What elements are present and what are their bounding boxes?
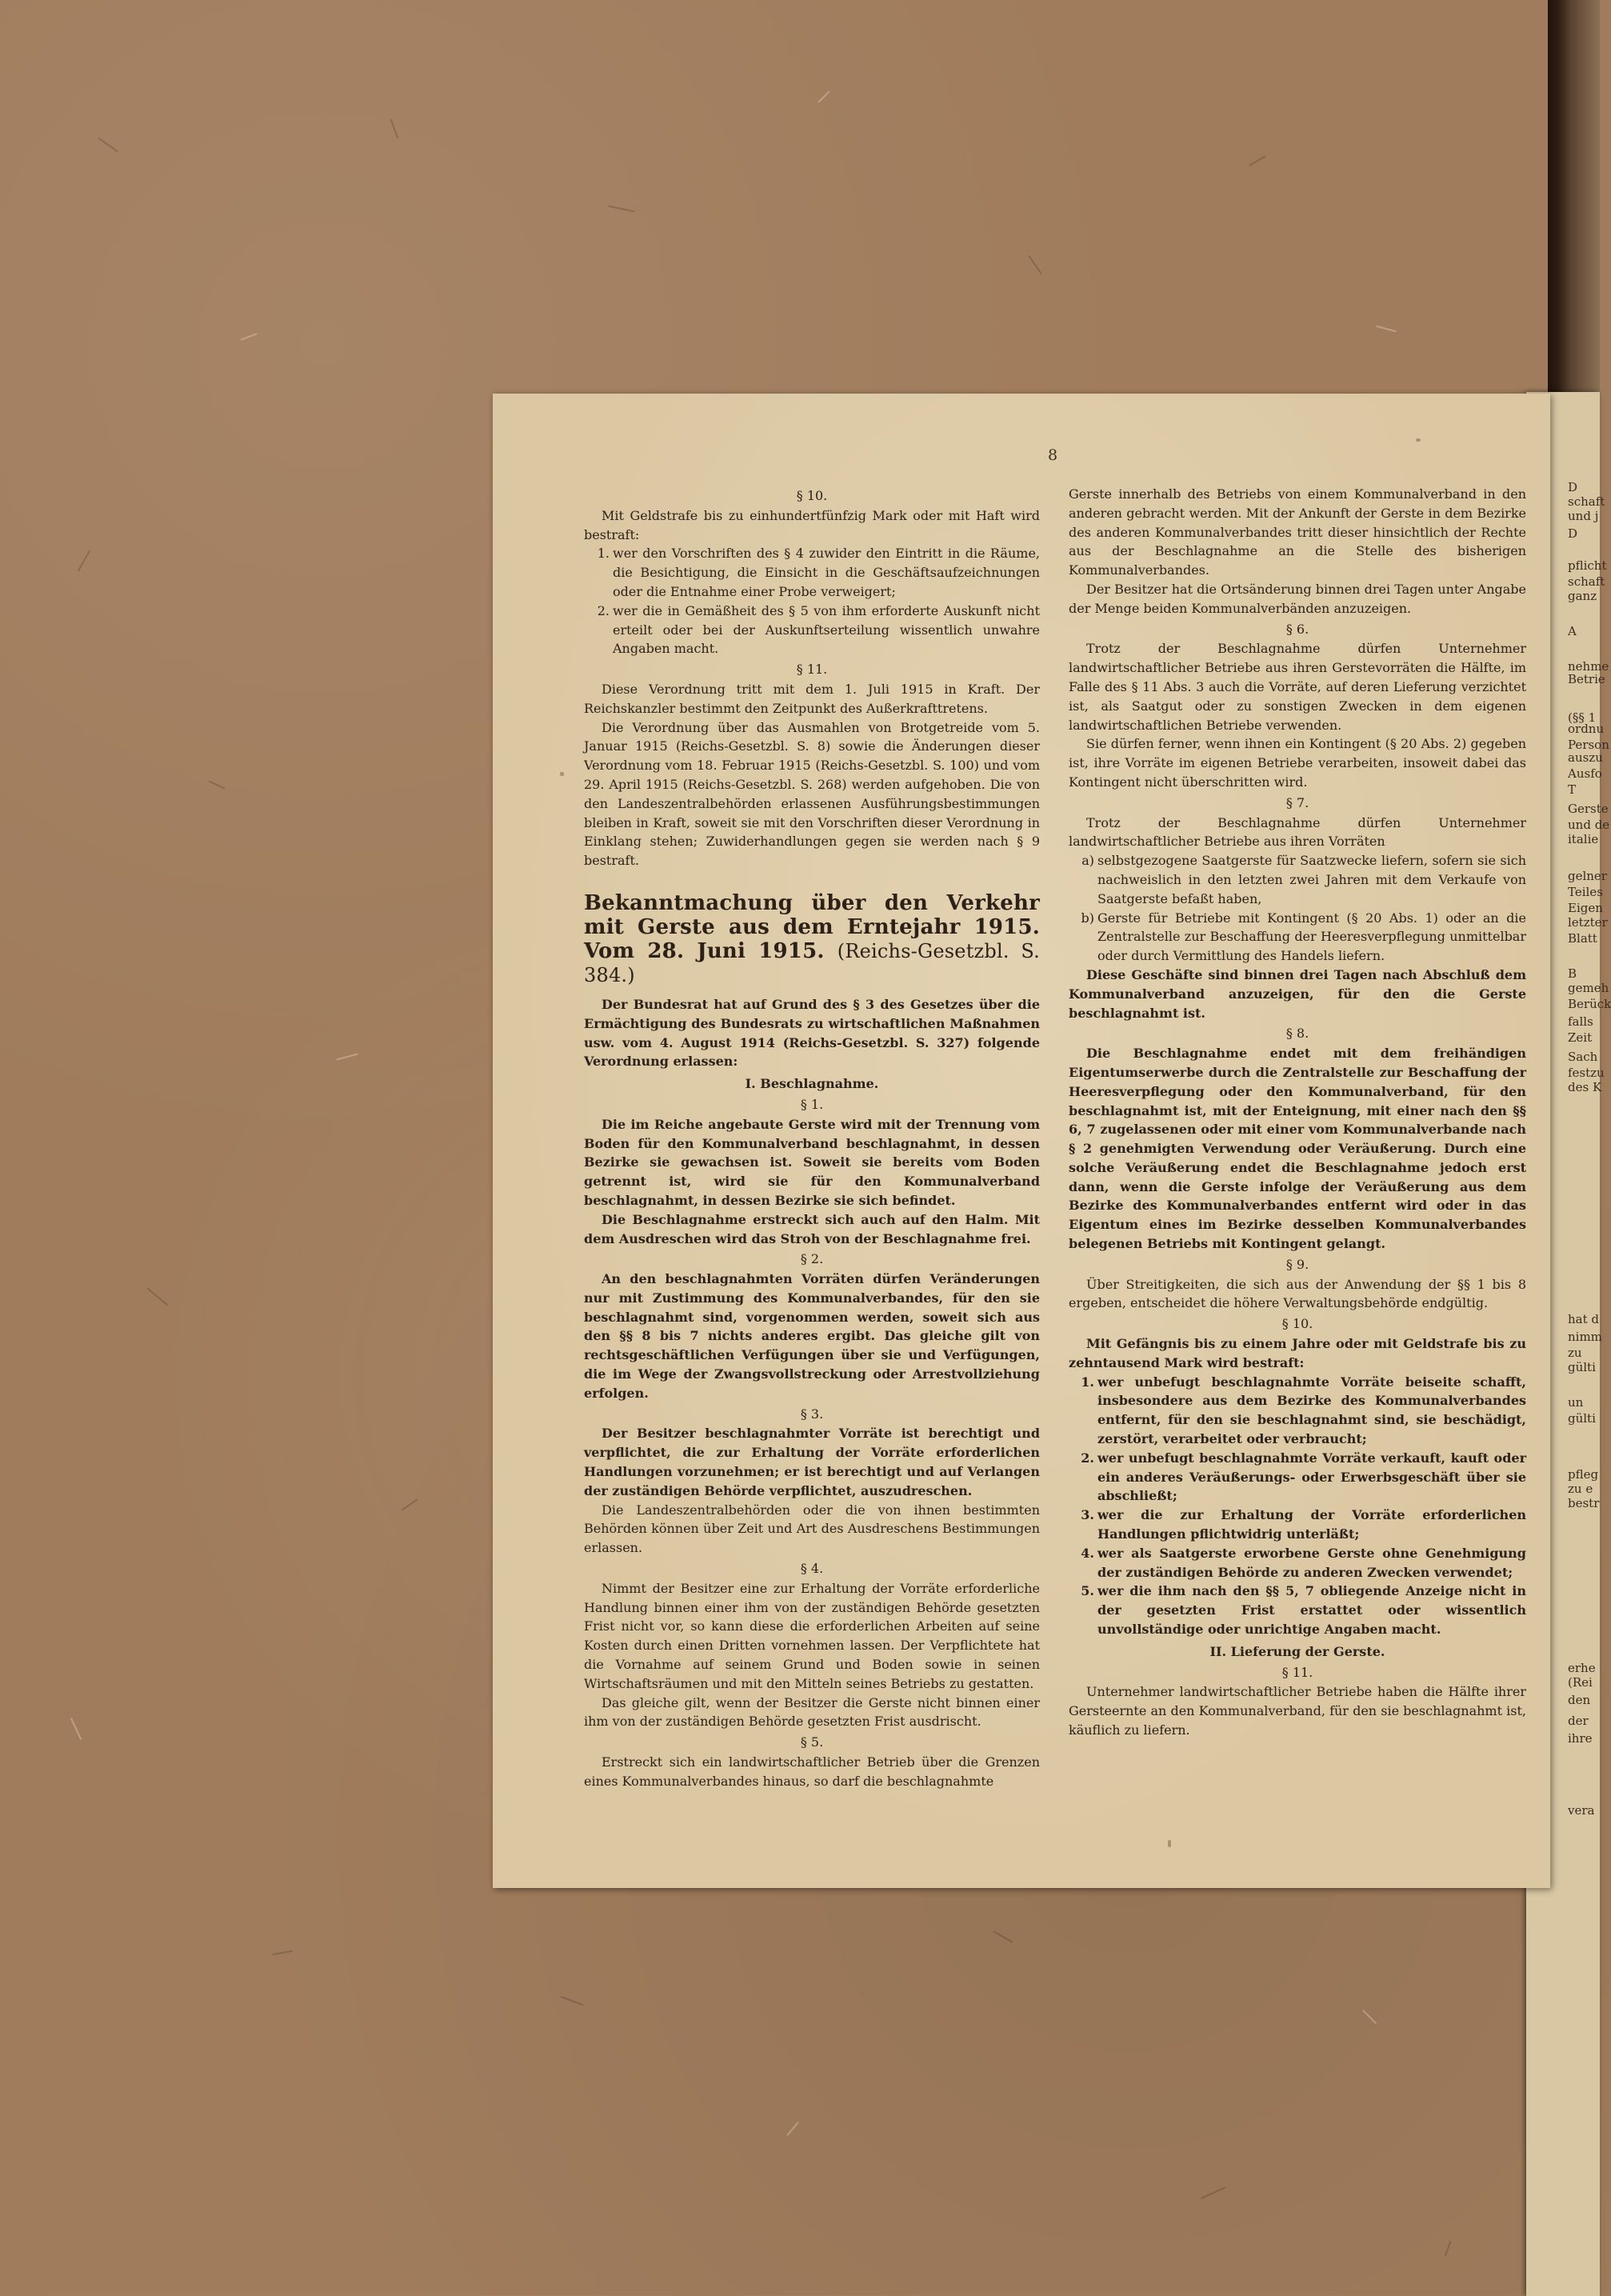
underpage-text-fragment: des K [1568,1080,1602,1094]
notice-reference: (Reichs-Gesetzbl. S. 384.) [584,939,1040,986]
paragraph: Die Beschlagnahme endet mit dem freihändigen Eigentumserwerbe durch die Zentralstelle zur Beschaffung der Heeresverpflegung oder den Kommunalverband, für den beschlagnahmt ist, mit der Enteignung, mit einer nach den §§ 6, 7 zugelassenen oder mit einer vom Kommunalverbande nach § 2 genehmigten Verwendung oder Veräußerung. Durch eine solche Veräußerung endet die Beschlagnahme jedoch erst dann, wenn die Gerste infolge der Veräußerung aus dem Bezirke des Kommunalverbandes entfernt wird oder in das Eigentum eines im Bezirke desselben Kommunalverbandes belegenen Betriebs mit Kontingent gelangt. [1069,1046,1526,1252]
list-item: 2. wer die in Gemäßheit des § 5 von ihm erforderte Auskunft nicht erteilt oder bei der Auskunftserteilung wissentlich unwahre Angaben macht. [597,602,1040,657]
paragraph: Das gleiche gilt, wenn der Besitzer die Gerste nicht binnen einer ihm von der zuständigen Behörde gesetzten Frist ausdrischt. [584,1694,1040,1730]
underpage-text-fragment: Teiles [1568,885,1603,899]
paragraph: Der Besitzer hat die Ortsänderung binnen drei Tagen unter Angabe der Menge beiden Kommunalverbänden anzuzeigen. [1069,581,1526,616]
underpage-text-fragment: ihre [1568,1731,1593,1746]
part-title: I. Beschlagnahme. [745,1076,879,1092]
page-number: 8 [1048,446,1058,464]
paragraph: Erstreckt sich ein landwirtschaftlicher Betrieb über die Grenzen eines Kommunalverbandes hinaus, so darf die beschlagnahmte [584,1754,1040,1789]
notice-intro: Der Bundesrat hat auf Grund des § 3 des Gesetzes über die Ermächtigung des Bundesrats zu wirtschaftlichen Maßnahmen usw. vom 4. August 1914 (Reichs-Gesetzbl. S. 327) folgende Verordnung erlassen: [584,996,1040,1070]
underpage-text-fragment: Berück [1568,997,1611,1011]
paragraph: An den beschlagnahmten Vorräten dürfen Veränderungen nur mit Zustimmung des Kommunalverbandes, für den sie beschlagnahmt sind, vorgenommen werden, soweit sich aus den §§ 8 bis 7 nichts anderes ergibt. Das gleiche gilt von rechtsgeschäftlichen Verfügungen über sie und Verfügungen, die im Wege der Zwangsvollstreckung oder Arrestvollziehung erfolgen. [584,1271,1040,1401]
permission-list [1069,851,1526,966]
underpage-text-fragment: gülti [1568,1360,1596,1374]
list-item: 2. wer unbefugt beschlagnahmte Vorräte verkauft, kauft oder ein anderes Veräußerungs- oder Erwerbsgeschäft über sie abschließt; [1081,1450,1526,1504]
underpage-text-fragment: zu [1568,1346,1582,1360]
list-item: 1. wer den Vorschriften des § 4 zuwider den Eintritt in die Räume, die Besichtigung, die Einsicht in die Geschäftsaufzeichnungen oder die Entnahme einer Probe verweigert; [597,546,1040,599]
section-title: § 5. [800,1734,824,1750]
paragraph: Mit Geldstrafe bis zu einhundertfünfzig Mark oder mit Haft wird bestraft: [584,507,1040,542]
underpage-text-fragment: D [1568,526,1578,541]
underpage-text-fragment: gülti [1568,1411,1596,1426]
list-item: a) selbstgezogene Saatgerste für Saatzwecke liefern, sofern sie sich nachweislich in den letzten zwei Jahren mit dem Verkaufe von Saatgerste befaßt haben, [1081,853,1526,906]
paragraph: Die Beschlagnahme erstreckt sich auch auf den Halm. Mit dem Ausdreschen wird das Stroh von der Beschlagnahme frei. [584,1211,1040,1246]
underpage-text-fragment: und j [1568,509,1599,523]
underpage-text-fragment: Zeit [1568,1030,1593,1045]
section-title: § 9. [1285,1256,1309,1272]
part-title: II. Lieferung der Gerste. [1209,1643,1385,1659]
underpage-text-fragment: A [1568,624,1577,638]
underpage-text-fragment: gemeh [1568,981,1609,995]
underpage-text-fragment: und de [1568,818,1610,832]
underpage-text-fragment: hat d [1568,1312,1600,1326]
paragraph: Gerste innerhalb des Betriebs von einem Kommunalverband in den anderen gebracht werden. Mit der Ankunft der Gerste in dem Bezirke des anderen Kommunalverbandes tritt dieser hinsichtlich der Rechte aus der Beschlagnahme an die Stelle des bisherigen Kommunalverbandes. [1069,486,1526,578]
section-title: § 10. [796,488,828,503]
underpage-text-fragment: vera [1568,1803,1595,1818]
underpage-text-fragment: Ausfo [1568,766,1602,781]
underpage-text-fragment: letzter [1568,915,1608,930]
underpage-text-fragment: nimm [1568,1330,1602,1344]
section-title: § 11. [1281,1664,1313,1680]
list-item: 3. wer die zur Erhaltung der Vorräte erforderlichen Handlungen pflichtwidrig unterläßt; [1081,1507,1526,1542]
section-title: § 3. [800,1406,824,1422]
underpage-text-fragment: der [1568,1714,1589,1728]
paragraph: Diese Geschäfte sind binnen drei Tagen nach Abschluß dem Kommunalverband anzuzeigen, für den die Gerste beschlagnahmt ist. [1069,966,1526,1021]
underpage-text-fragment: pfleg [1568,1467,1599,1482]
ink-speck [1416,438,1421,442]
paragraph: Trotz der Beschlagnahme dürfen Unternehmer landwirtschaftlicher Betriebe aus ihren Gerstevorräten die Hälfte, im Falle des § 11 Abs. 3 auch die Vorräte, auf deren Lieferung verzichtet ist, als Saatgut oder zu sonstigen Zwecken in dem eigenen landwirtschaftlichen Betriebe verwenden. [1069,641,1526,733]
underpage-text-fragment: festzu [1568,1066,1605,1080]
underpage-text-fragment: italie [1568,832,1599,846]
underpage-text-fragment: (Rei [1568,1675,1593,1690]
left-column [584,485,1040,1791]
underpage-text-fragment: nehme [1568,659,1609,674]
underpage-text-fragment: Betrie [1568,672,1605,686]
underpage-text-fragment: B [1568,966,1577,981]
section-title: § 10. [1281,1316,1313,1332]
list-item: b) Gerste für Betriebe mit Kontingent (§ 20 Abs. 1) oder an die Zentralstelle zur Beschaffung der Heeresverpflegung unmittelbar oder durch Vermittlung des Handels liefern. [1081,910,1526,964]
paragraph: Trotz der Beschlagnahme dürfen Unternehmer landwirtschaftlicher Betriebe aus ihren Vorräten [1069,814,1526,850]
section-title: § 7. [1285,794,1309,810]
paragraph: Mit Gefängnis bis zu einem Jahre oder mit Geldstrafe bis zu zehntausend Mark wird bestraft: [1069,1336,1526,1370]
underpage-text-fragment: Gerste [1568,802,1609,816]
list-item: 4. wer als Saatgerste erworbene Gerste ohne Genehmigung der zuständigen Behörde zu anderen Zwecken verwendet; [1081,1545,1526,1580]
underpage-text-fragment: auszu [1568,750,1603,765]
underpage-text-fragment: ordnu [1568,722,1605,736]
paragraph: Die Landeszentralbehörden oder die von ihnen bestimmten Behörden können über Zeit und Art des Ausdreschens Bestimmungen erlassen. [584,1502,1040,1556]
underpage-text-fragment: Eigen [1568,901,1603,915]
paragraph: Die Verordnung über das Ausmahlen von Brotgetreide vom 5. Januar 1915 (Reichs-Gesetzbl. S. 8) sowie die Änderungen dieser Verordnung vom 18. Februar 1915 (Reichs-Gesetzbl. S. 100) und vom 29. April 1915 (Reichs-Gesetzbl. S. 268) werden aufgehoben. Die von den Landeszentralbehörden erlassenen Ausführungsbestimmungen bleiben in Kraft, soweit sie mit den Vorschriften dieser Verordnung in Einklang stehen; Zuwiderhandlungen gegen sie werden nach § 9 bestraft. [584,719,1040,869]
underpage-text-fragment: falls [1568,1014,1593,1029]
ink-speck [560,772,564,776]
section-title: § 11. [796,662,828,678]
paragraph: Unternehmer landwirtschaftlicher Betriebe haben die Hälfte ihrer Gersteernte an den Kommunalverband, für den sie beschlagnahmt ist, käuflich zu liefern. [1069,1684,1526,1738]
underpage-text-fragment: ganz [1568,589,1597,603]
paragraph: Sie dürfen ferner, wenn ihnen ein Kontingent (§ 20 Abs. 2) gegeben ist, ihre Vorräte im eigenen Betriebe verarbeiten, insoweit dabei das Kontingent nicht überschritten wird. [1069,736,1526,790]
underpage-text-fragment: bestr [1568,1496,1600,1510]
paragraph: Diese Verordnung tritt mit dem 1. Juli 1915 in Kraft. Der Reichskanzler bestimmt den Zeitpunkt des Außerkrafttretens. [584,681,1040,716]
underpage-text-fragment: Sach [1568,1050,1598,1064]
underpage-text-fragment: schaft [1568,574,1605,589]
paragraph: Nimmt der Besitzer eine zur Erhaltung der Vorräte erforderliche Handlung binnen einer ihm von der zuständigen Behörde gesetzten Frist nicht vor, so kann diese die erforderlichen Arbeiten auf seine Kosten durch einen Dritten vornehmen lassen. Der Verpflichtete hat die Vornahme auf seinem Grund und Boden sowie in seinen Wirtschaftsräumen und mit den Mitteln seines Betriebs zu gestatten. [584,1580,1040,1691]
underpage-text-fragment: erhe [1568,1661,1596,1675]
notice-heading: Bekanntmachung über den Verkehr mit Gerste aus dem Erntejahr 1915. Vom 28. Juni 1915. (Reichs-Gesetzbl. S. 384.) [584,890,1040,986]
right-column [1069,485,1526,1740]
underpage-text-fragment: schaft [1568,494,1605,509]
underpage-text-fragment: (§§ 1 [1568,710,1597,725]
underpage-text-fragment: zu e [1568,1482,1593,1496]
paragraph: Der Besitzer beschlagnahmter Vorräte ist berechtigt und verpflichtet, die zur Erhaltung der Vorräte erforderlichen Handlungen vorzunehmen; er ist berechtigt und auf Verlangen der zuständigen Behörde verpflichtet, auszudreschen. [584,1426,1040,1498]
underpage-text-fragment: Blatt [1568,931,1597,946]
section-title: § 6. [1285,621,1309,637]
underpage-text-fragment: Person [1568,738,1609,752]
underpage-text-fragment: un [1568,1395,1584,1410]
section-title: § 4. [800,1561,824,1577]
section-title: § 1. [800,1096,824,1112]
section-title: § 8. [1285,1026,1309,1042]
list-item: 1. wer unbefugt beschlagnahmte Vorräte beiseite schafft, insbesondere aus dem Bezirke des Kommunalverbandes entfernt, für den sie beschlagnahmt sind, sie beschädigt, zerstört, verarbeitet oder verbraucht; [1081,1374,1526,1447]
section-title: § 2. [800,1251,824,1267]
ink-speck [1168,1840,1171,1847]
underpage-text-fragment: T [1568,782,1577,797]
underpage-text-fragment: pflicht [1568,558,1607,573]
paragraph: Über Streitigkeiten, die sich aus der Anwendung der §§ 1 bis 8 ergeben, entscheidet die höhere Verwaltungsbehörde endgültig. [1069,1276,1526,1311]
underpage-text-fragment: den [1568,1693,1591,1707]
underpage-text-fragment: gelner [1568,869,1607,883]
list-item: 5. wer die ihm nach den §§ 5, 7 obliegende Anzeige nicht in der gesetzten Frist erstattet oder wissentlich unvollständige oder unrichtige Angaben macht. [1081,1583,1526,1638]
penalty-list [1069,1373,1526,1639]
paragraph: Die im Reiche angebaute Gerste wird mit der Trennung vom Boden für den Kommunalverband beschlagnahmt, in dessen Bezirke sie gewachsen ist. Soweit sie bereits vom Boden getrennt ist, wird sie für den Kommunalverband beschlagnahmt, in dessen Bezirke sie sich befindet. [584,1116,1040,1208]
underpage-text-fragment: D [1568,480,1578,494]
penalty-list [584,544,1040,658]
